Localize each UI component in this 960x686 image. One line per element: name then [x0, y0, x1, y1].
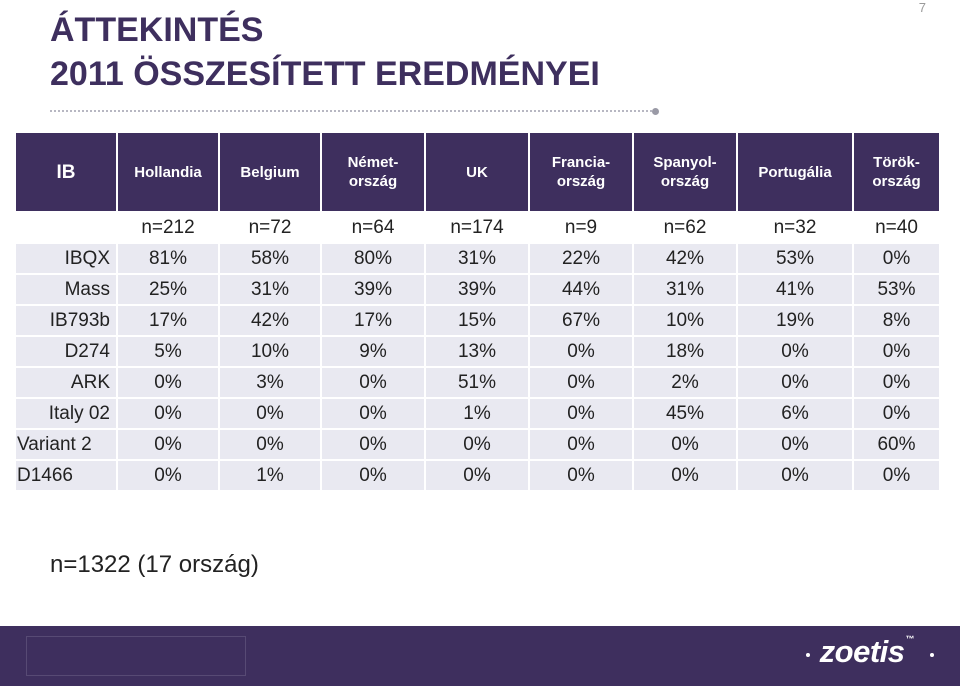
table-cell: 0% [854, 399, 939, 428]
table-cell: 10% [634, 306, 736, 335]
table-cell: 41% [738, 275, 852, 304]
table-cell: 0% [322, 430, 424, 459]
table-cell: 58% [220, 244, 320, 273]
table-cell: 1% [426, 399, 528, 428]
sample-size-label [16, 213, 116, 242]
table-cell: 0% [220, 399, 320, 428]
sample-size-cell: n=72 [220, 213, 320, 242]
sample-size-cell: n=174 [426, 213, 528, 242]
header-corner: IB [16, 133, 116, 211]
header-country: Német- ország [322, 133, 424, 211]
table-row [16, 399, 939, 428]
table-cell: 53% [738, 244, 852, 273]
table-row [16, 461, 939, 490]
table-cell: 22% [530, 244, 632, 273]
row-label: D274 [16, 337, 116, 366]
table-cell: 0% [118, 399, 218, 428]
table-cell: 0% [738, 461, 852, 490]
table-row [16, 430, 939, 459]
slide-title [50, 8, 600, 96]
row-label: IB793b [16, 306, 116, 335]
table-cell: 0% [530, 461, 632, 490]
row-label: D1466 [16, 461, 116, 490]
table-cell: 0% [530, 368, 632, 397]
table-cell: 0% [738, 337, 852, 366]
table-cell: 0% [322, 461, 424, 490]
table-cell: 80% [322, 244, 424, 273]
footer-dot [806, 653, 810, 657]
table-cell: 0% [426, 461, 528, 490]
table-cell: 17% [118, 306, 218, 335]
header-country: Török- ország [854, 133, 939, 211]
table-cell: 8% [854, 306, 939, 335]
table-cell: 13% [426, 337, 528, 366]
table-cell: 31% [426, 244, 528, 273]
title-divider [50, 110, 656, 112]
table-cell: 42% [634, 244, 736, 273]
table-cell: 0% [738, 430, 852, 459]
footer-dot [930, 653, 934, 657]
sample-size-cell: n=212 [118, 213, 218, 242]
zoetis-logo: zoetis™ [819, 634, 914, 669]
table-cell: 2% [634, 368, 736, 397]
table-cell: 67% [530, 306, 632, 335]
table-cell: 0% [322, 368, 424, 397]
table-cell: 18% [634, 337, 736, 366]
table-cell: 0% [322, 399, 424, 428]
row-label: Variant 2 [16, 430, 116, 459]
table-cell: 17% [322, 306, 424, 335]
sample-size-cell: n=9 [530, 213, 632, 242]
table-cell: 10% [220, 337, 320, 366]
sample-size-cell: n=64 [322, 213, 424, 242]
table-cell: 1% [220, 461, 320, 490]
table-cell: 39% [322, 275, 424, 304]
sample-size-row [16, 213, 939, 242]
table-row [16, 275, 939, 304]
table-cell: 0% [634, 430, 736, 459]
table-cell: 5% [118, 337, 218, 366]
table-cell: 39% [426, 275, 528, 304]
table-cell: 51% [426, 368, 528, 397]
sample-size-cell: n=40 [854, 213, 939, 242]
table-row [16, 337, 939, 366]
sample-size-cell: n=32 [738, 213, 852, 242]
table-row [16, 244, 939, 273]
table-cell: 31% [634, 275, 736, 304]
table-cell: 0% [854, 244, 939, 273]
table-cell: 0% [530, 430, 632, 459]
row-label: Mass [16, 275, 116, 304]
title-line-1: ÁTTEKINTÉS [50, 11, 264, 49]
table-cell: 0% [854, 337, 939, 366]
table-cell: 45% [634, 399, 736, 428]
table-cell: 0% [220, 430, 320, 459]
table-cell: 53% [854, 275, 939, 304]
table-cell: 81% [118, 244, 218, 273]
header-country: Francia- ország [530, 133, 632, 211]
table-cell: 19% [738, 306, 852, 335]
table-cell: 0% [854, 368, 939, 397]
row-label: IBQX [16, 244, 116, 273]
table-cell: 0% [530, 399, 632, 428]
row-label: Italy 02 [16, 399, 116, 428]
table-cell: 6% [738, 399, 852, 428]
table-row [16, 368, 939, 397]
table-cell: 9% [322, 337, 424, 366]
header-country: Spanyol- ország [634, 133, 736, 211]
table-cell: 0% [634, 461, 736, 490]
table-cell: 25% [118, 275, 218, 304]
table-cell: 15% [426, 306, 528, 335]
table-cell: 31% [220, 275, 320, 304]
table-cell: 0% [118, 461, 218, 490]
footer-bar [0, 626, 960, 686]
header-country: Hollandia [118, 133, 218, 211]
page-number: 7 [918, 0, 926, 15]
results-table [14, 131, 941, 492]
row-label: ARK [16, 368, 116, 397]
header-country: UK [426, 133, 528, 211]
table-cell: 60% [854, 430, 939, 459]
table-cell: 0% [854, 461, 939, 490]
table-row [16, 306, 939, 335]
title-line-2: 2011 ÖSSZESÍTETT EREDMÉNYEI [50, 55, 600, 93]
table-cell: 42% [220, 306, 320, 335]
header-country: Portugália [738, 133, 852, 211]
header-country: Belgium [220, 133, 320, 211]
footer-note: n=1322 (17 ország) [50, 551, 259, 578]
table-cell: 44% [530, 275, 632, 304]
footer-placeholder-box [26, 636, 246, 676]
divider-dot [652, 108, 659, 115]
table-cell: 0% [118, 430, 218, 459]
table-cell: 0% [738, 368, 852, 397]
header-row [16, 133, 939, 211]
table-cell: 0% [426, 430, 528, 459]
table-cell: 0% [530, 337, 632, 366]
sample-size-cell: n=62 [634, 213, 736, 242]
table-cell: 3% [220, 368, 320, 397]
table-cell: 0% [118, 368, 218, 397]
